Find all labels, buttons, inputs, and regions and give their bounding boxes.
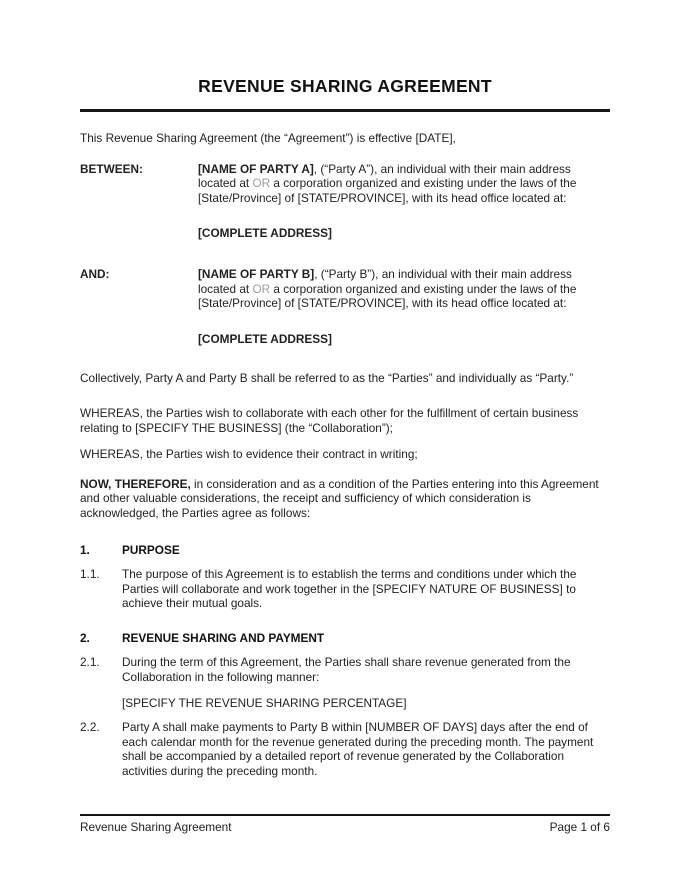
now-therefore-paragraph <box>80 477 610 521</box>
party-a-block <box>80 162 610 206</box>
footer-row <box>80 820 610 835</box>
clause-2-2-text: Party A shall make payments to Party B within [NUMBER OF DAYS] days after the end of each calendar month for the revenue generated during the preceding month. The payment shall be accompanied by a detailed report of revenue generated by the Collaboration activities during the preceding month. <box>122 720 594 779</box>
and-label: AND: <box>80 266 110 281</box>
party-a-name: [NAME OF PARTY A] <box>198 161 314 176</box>
party-a-desc-pre: , (“Party A”), an individual with their main address located at <box>198 161 571 191</box>
section-2-title: REVENUE SHARING AND PAYMENT <box>122 630 325 645</box>
section-2-heading <box>80 631 610 646</box>
now-therefore-lead: NOW, THEREFORE, <box>80 476 191 491</box>
clause-1-1-text: The purpose of this Agreement is to establish the terms and conditions under which the Parties will collaborate and work together in the [SPECIFY NATURE OF BUSINESS] to achieve their mutual goals. <box>122 567 577 611</box>
party-b-block <box>80 267 610 311</box>
party-b-description <box>198 267 610 311</box>
between-label: BETWEEN: <box>80 161 143 176</box>
section-1-heading <box>80 543 610 558</box>
party-a-or-word: OR <box>252 176 271 191</box>
footer-page-number: Page 1 of 6 <box>549 820 610 834</box>
section-1-title: PURPOSE <box>122 542 180 557</box>
party-b-or-word: OR <box>252 281 271 296</box>
clause-1-1-number: 1.1. <box>80 567 100 582</box>
intro-paragraph: This Revenue Sharing Agreement (the “Agreement”) is effective [DATE], <box>80 131 456 145</box>
party-a-desc-post: a corporation organized and existing under the laws of the [State/Province] of [STATE/PROVINCE], with its head office located at: <box>198 176 577 205</box>
footer-divider <box>80 814 610 816</box>
party-b-desc-post: a corporation organized and existing under the laws of the [State/Province] of [STATE/PROVINCE], with its head office located at: <box>198 281 577 311</box>
clause-2-1-text: During the term of this Agreement, the Parties shall share revenue generated from the Collaboration in the following manner: <box>122 655 571 685</box>
collectively-paragraph: Collectively, Party A and Party B shall be referred to as the “Parties” and individually as “Party.” <box>80 371 574 386</box>
clause-2-1 <box>80 655 610 684</box>
party-b-name: [NAME OF PARTY B] <box>198 266 315 281</box>
clause-2-2-number: 2.2. <box>80 720 100 735</box>
whereas-clause-1: WHEREAS, the Parties wish to collaborate with each other for the fulfillment of certain business relating to [SPECIFY THE BUSINESS] (the “Collaboration”); <box>80 405 579 435</box>
party-b-address-placeholder: [COMPLETE ADDRESS] <box>198 331 332 346</box>
document-title: REVENUE SHARING AGREEMENT <box>198 76 492 96</box>
section-2-number: 2. <box>80 630 90 645</box>
clause-2-1-number: 2.1. <box>80 655 100 670</box>
party-a-address-placeholder: [COMPLETE ADDRESS] <box>198 226 332 241</box>
section-1-number: 1. <box>80 542 90 557</box>
whereas-clause-2: WHEREAS, the Parties wish to evidence their contract in writing; <box>80 447 418 462</box>
clause-2-2 <box>80 720 610 778</box>
party-a-description <box>198 162 610 206</box>
footer-document-title: Revenue Sharing Agreement <box>80 820 232 834</box>
party-b-desc-pre: , (“Party B”), an individual with their main address located at <box>198 266 572 296</box>
now-therefore-body: in consideration and as a condition of the Parties entering into this Agreement and other valuable considerations, the receipt and sufficiency of which consideration is acknowledged, the Parties agree as follows: <box>80 476 599 520</box>
clause-2-1-subtext-placeholder: [SPECIFY THE REVENUE SHARING PERCENTAGE] <box>122 695 407 710</box>
title-divider <box>80 109 610 112</box>
clause-1-1 <box>80 567 610 611</box>
page-footer <box>80 814 610 835</box>
